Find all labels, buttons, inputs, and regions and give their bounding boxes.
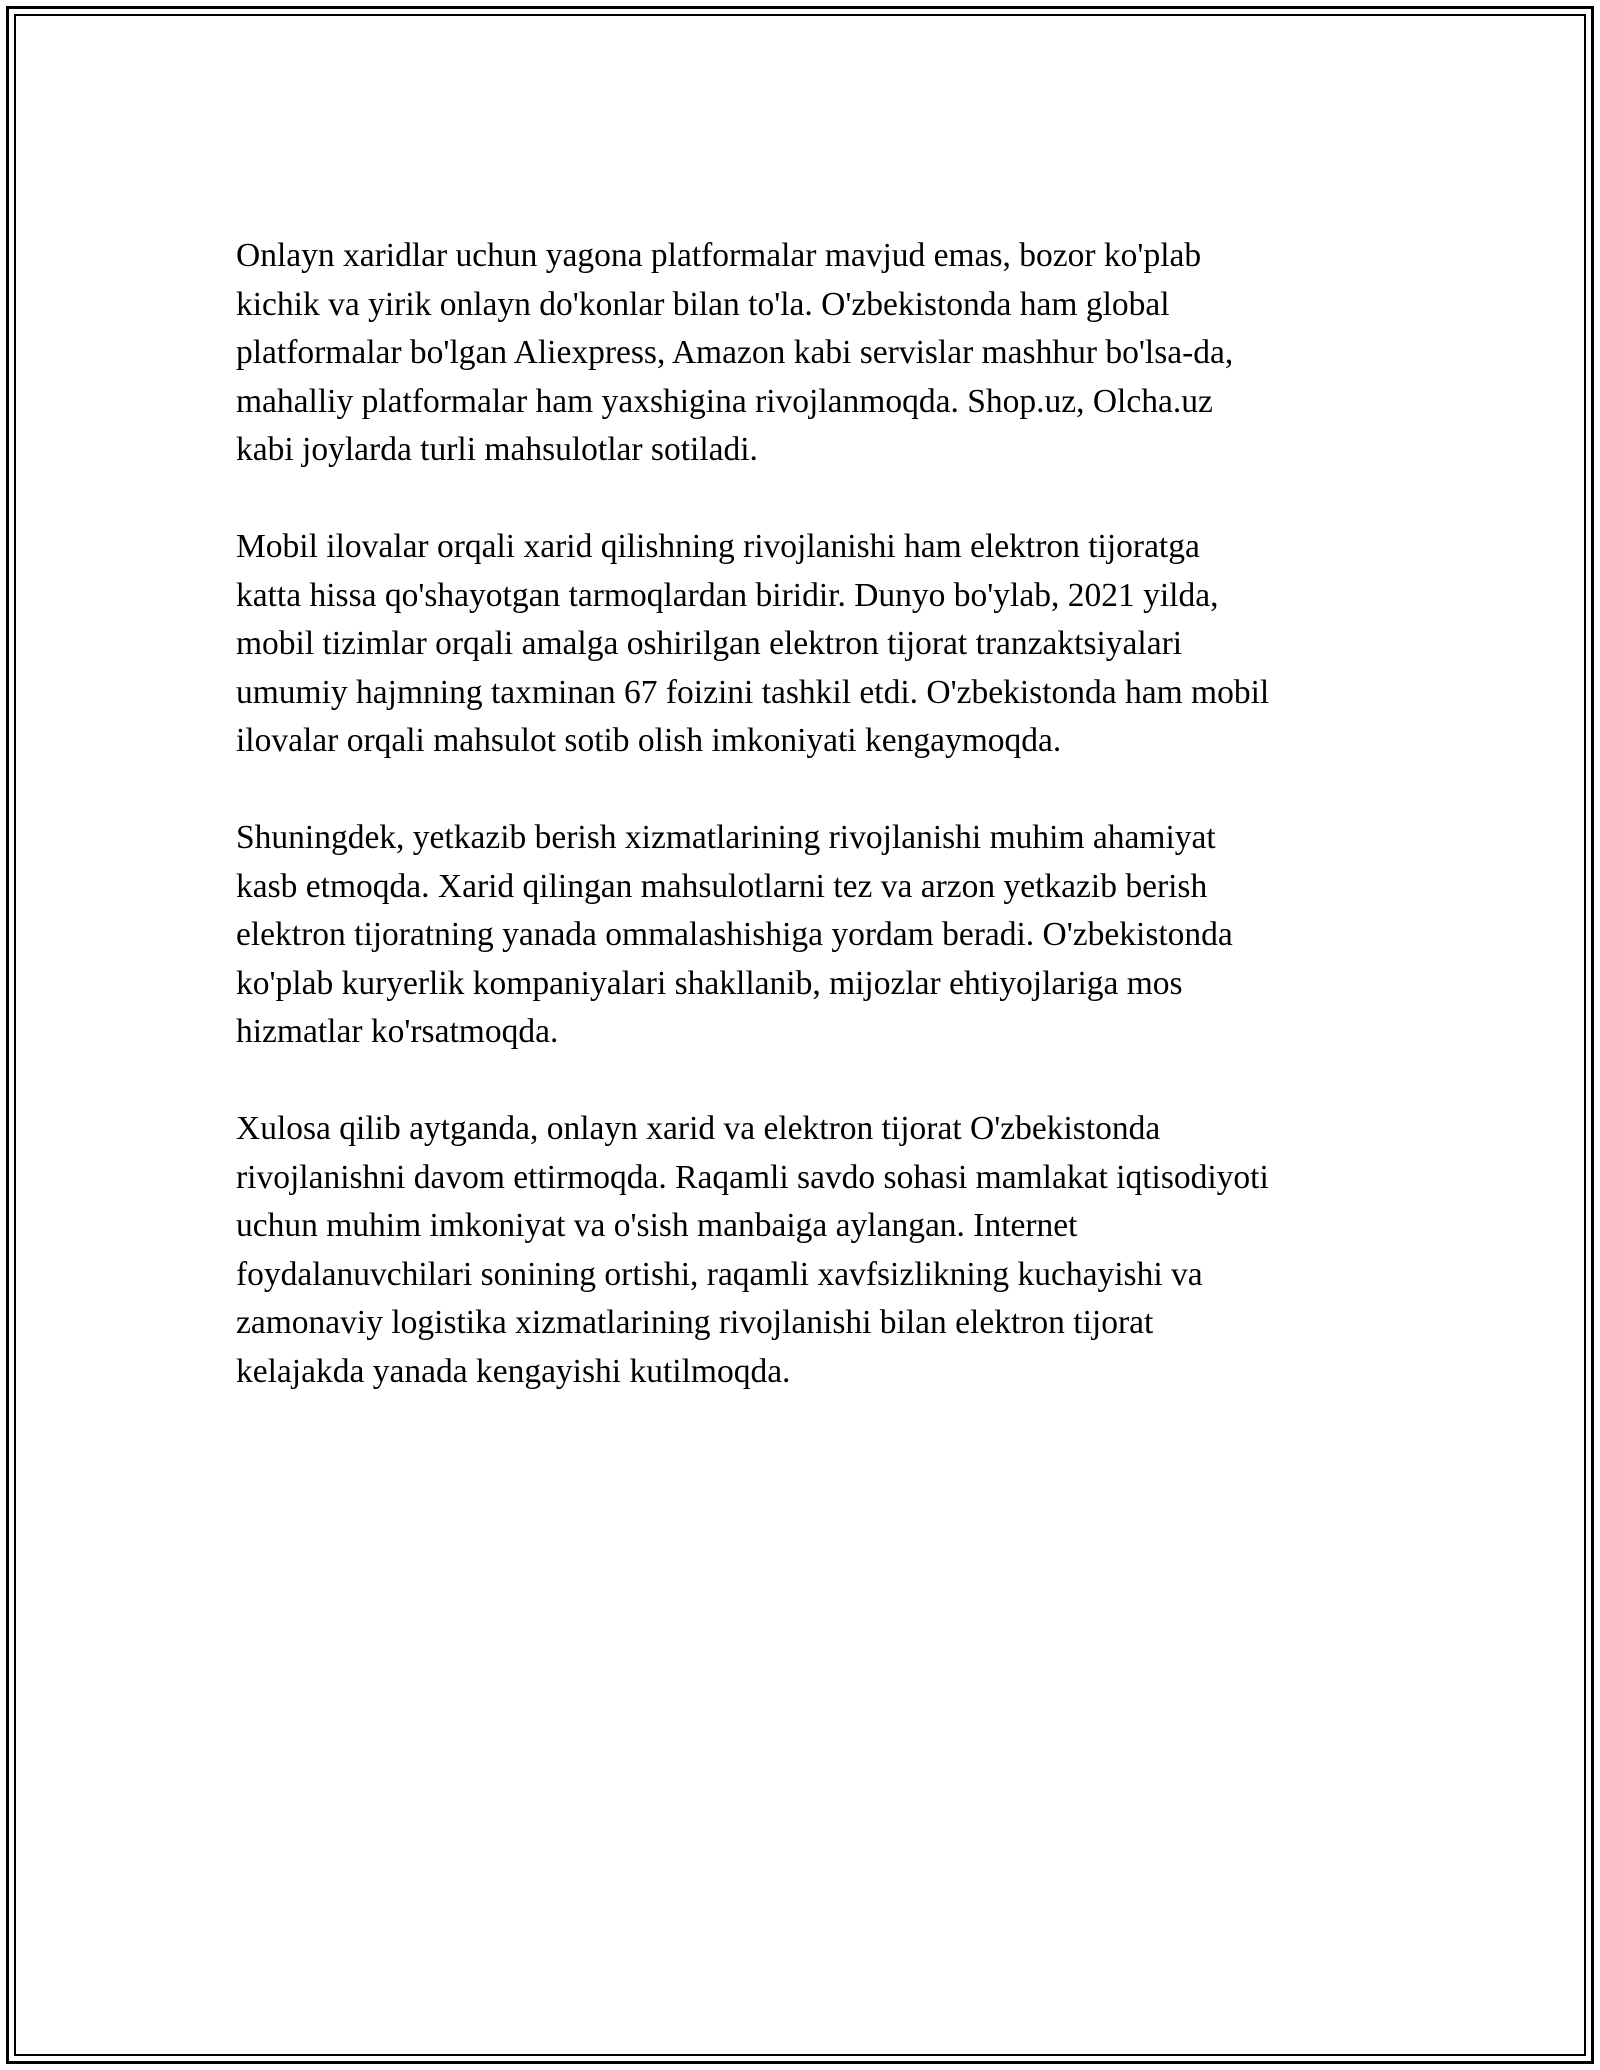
paragraph-online-platforms [236,232,1386,475]
text-line: uchun muhim imkoniyat va o'sish manbaiga aylangan. Internet [236,1207,1078,1244]
text-line: mobil tizimlar orqali amalga oshirilgan elektron tijorat tranzaktsiyalari [236,625,1183,662]
paragraph-mobile-apps [236,523,1386,766]
text-line: Shuningdek, yetkazib berish xizmatlarining rivojlanishi muhim ahamiyat [236,819,1216,856]
document-body [236,232,1386,1445]
text-line: kabi joylarda turli mahsulotlar sotiladi. [236,431,758,468]
paragraph-delivery-services [236,814,1386,1057]
text-line: elektron tijoratning yanada ommalashishiga yordam beradi. O'zbekistonda [236,916,1233,953]
text-line: platformalar bo'lgan Aliexpress, Amazon kabi servislar mashhur bo'lsa-da, [236,334,1234,371]
text-line: katta hissa qo'shayotgan tarmoqlardan biridir. Dunyo bo'ylab, 2021 yilda, [236,576,1219,614]
text-line: mahalliy platformalar ham yaxshigina rivojlanmoqda. Shop.uz, Olcha.uz [236,382,1213,420]
text-line: rivojlanishni davom ettirmoqda. Raqamli savdo sohasi mamlakat iqtisodiyoti [236,1158,1269,1196]
text-line: kichik va yirik onlayn do'konlar bilan to'la. O'zbekistonda ham global [236,285,1170,323]
text-line: Onlayn xaridlar uchun yagona platformalar mavjud emas, bozor ko'plab [236,237,1202,274]
paragraph-conclusion [236,1105,1386,1396]
text-line: foydalanuvchilari sonining ortishi, raqamli xavfsizlikning kuchayishi va [236,1255,1203,1293]
text-line: kelajakda yanada kengayishi kutilmoqda. [236,1352,791,1390]
text-line: kasb etmoqda. Xarid qilingan mahsulotlarni tez va arzon yetkazib berish [236,867,1208,905]
text-line: ko'plab kuryerlik kompaniyalari shakllanib, mijozlar ehtiyojlariga mos [236,964,1183,1002]
text-line: hizmatlar ko'rsatmoqda. [236,1013,559,1050]
text-line: ilovalar orqali mahsulot sotib olish imkoniyati kengaymoqda. [236,722,1062,759]
text-line: zamonaviy logistika xizmatlarining rivojlanishi bilan elektron tijorat [236,1304,1154,1341]
text-line: umumiy hajmning taxminan 67 foizini tashkil etdi. O'zbekistonda ham mobil [236,673,1270,711]
text-line: Xulosa qilib aytganda, onlayn xarid va elektron tijorat O'zbekistonda [236,1110,1161,1147]
text-line: Mobil ilovalar orqali xarid qilishning rivojlanishi ham elektron tijoratga [236,528,1200,565]
